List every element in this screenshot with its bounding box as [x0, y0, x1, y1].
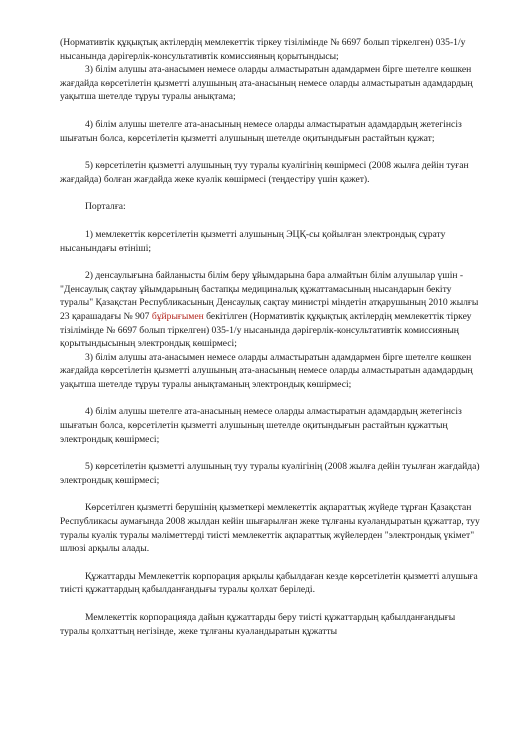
paragraph-portal-item-1: 1) мемлекеттік көрсетілетін қызметті алушының ЭЦҚ-сы қойылған электрондық сұрату нысанындағы өтініші;	[60, 228, 446, 254]
document-body	[60, 36, 485, 638]
paragraph-portal-heading: Порталға:	[85, 201, 126, 213]
paragraph-item-5-birth-certificate: 5) көрсетілетін қызметті алушының туу туралы куәлігінің көшірмесі (2008 жылға дейін туған жағдайда) болған жағдайда жеке куәлік көшірмесі (теңдестіру үшін қажет).	[60, 160, 469, 185]
paragraph-portal-item-3: 3) білім алушы ата-анасымен немесе оларды алмастыратын адамдармен бірге шетелге көшкен жағдайда көрсетілетін қызметті алушының ата-анасының немесе оларды алмастыратын адамдардың уақытша шетелде тұруы туралы анықтаманың электрондық көшірмесі;	[60, 351, 473, 390]
paragraph-portal-item-2-text: 2) денсаулығына байланысты білім беру ұйымдарына бара алмайтын білім алушылар үшін - "Денсаулық сақтау ұйымдарының бастапқы медициналық құжаттамасының нысандарын бекіту туралы" Қазақстан Республикасының Денсаулық сақтау министрі міндетін атқарушының 2010 жылғы 23 қарашадағы № 907	[60, 270, 479, 322]
paragraph-item-3-residence-certificate: 3) білім алушы ата-анасымен немесе оларды алмастыратын адамдармен бірге шетелге көшкен жағдайда көрсетілетін қызметті алушының ата-анасының немесе оларды алмастыратын адамдардың уақытша шетелде тұруы туралы анықтама;	[60, 64, 473, 103]
paragraph-ready-documents: Мемлекеттік корпорацияда дайын құжаттарды беру тиісті құжаттардың қабылданғандығы туралы қолхаттың негізінде, жеке тұлғаны куәландыратын құжатты	[60, 612, 456, 637]
paragraph-portal-item-2-tail: бекітілген (Нормативтік құқықтық актілердің мемлекеттік тіркеу тізілімінде № 6697 болып тіркелген) 035-1/у нысанында дәрігерлік-консультативтік комиссияның қорытындысының электрондық көшірмесі;	[60, 310, 472, 350]
order-link[interactable]: бұйрығымен	[151, 310, 204, 322]
paragraph-receipt-issued: Құжаттарды Мемлекеттік корпорация арқылы қабылдаған кезде көрсетілетін қызметті алушыға тиісті құжаттардың қабылданғандығы туралы қолхат беріледі.	[60, 570, 478, 596]
paragraph-portal-item-4: 4) білім алушы шетелге ата-анасының немесе оларды алмастыратын адамдардың жетегінсіз шығатын болса, көрсетілетін қызметті алушының шетелде оқитындығын растайтын құжаттың электрондық көшірмесі;	[60, 406, 462, 445]
paragraph-portal-item-2	[60, 269, 485, 351]
paragraph-item-4-study-abroad: 4) білім алушы шетелге ата-анасының немесе оларды алмастыратын адамдардың жетегінсіз шығатын болса, көрсетілетін қызметті алушының шетелде оқитындығын растайтын құжат;	[60, 118, 462, 144]
paragraph-order-reference: (Нормативтік құқықтық актілердің мемлекеттік тіркеу тізілімінде № 6697 болып тіркелген) 035-1/у нысанында дәрігерлік-консультативтік комиссияның қорытындысы;	[60, 37, 466, 62]
paragraph-employee-gateway: Көрсетілген қызметті берушінің қызметкері мемлекеттік ақпараттық жүйеде тұрған Қазақстан Республикасы аумағында 2008 жылдан кейін шығарылған жеке тұлғаны куәландыратын құжаттар, туу туралы куәлік туралы мәліметтерді тиісті мемлекеттік ақпараттық жүйелерден "электрондық үкімет" шлюзі арқылы алады.	[60, 502, 480, 555]
paragraph-portal-item-5: 5) көрсетілетін қызметті алушының туу туралы куәлігінің (2008 жылға дейін туылған жағдайда) электрондық көшірмесі;	[60, 461, 480, 486]
